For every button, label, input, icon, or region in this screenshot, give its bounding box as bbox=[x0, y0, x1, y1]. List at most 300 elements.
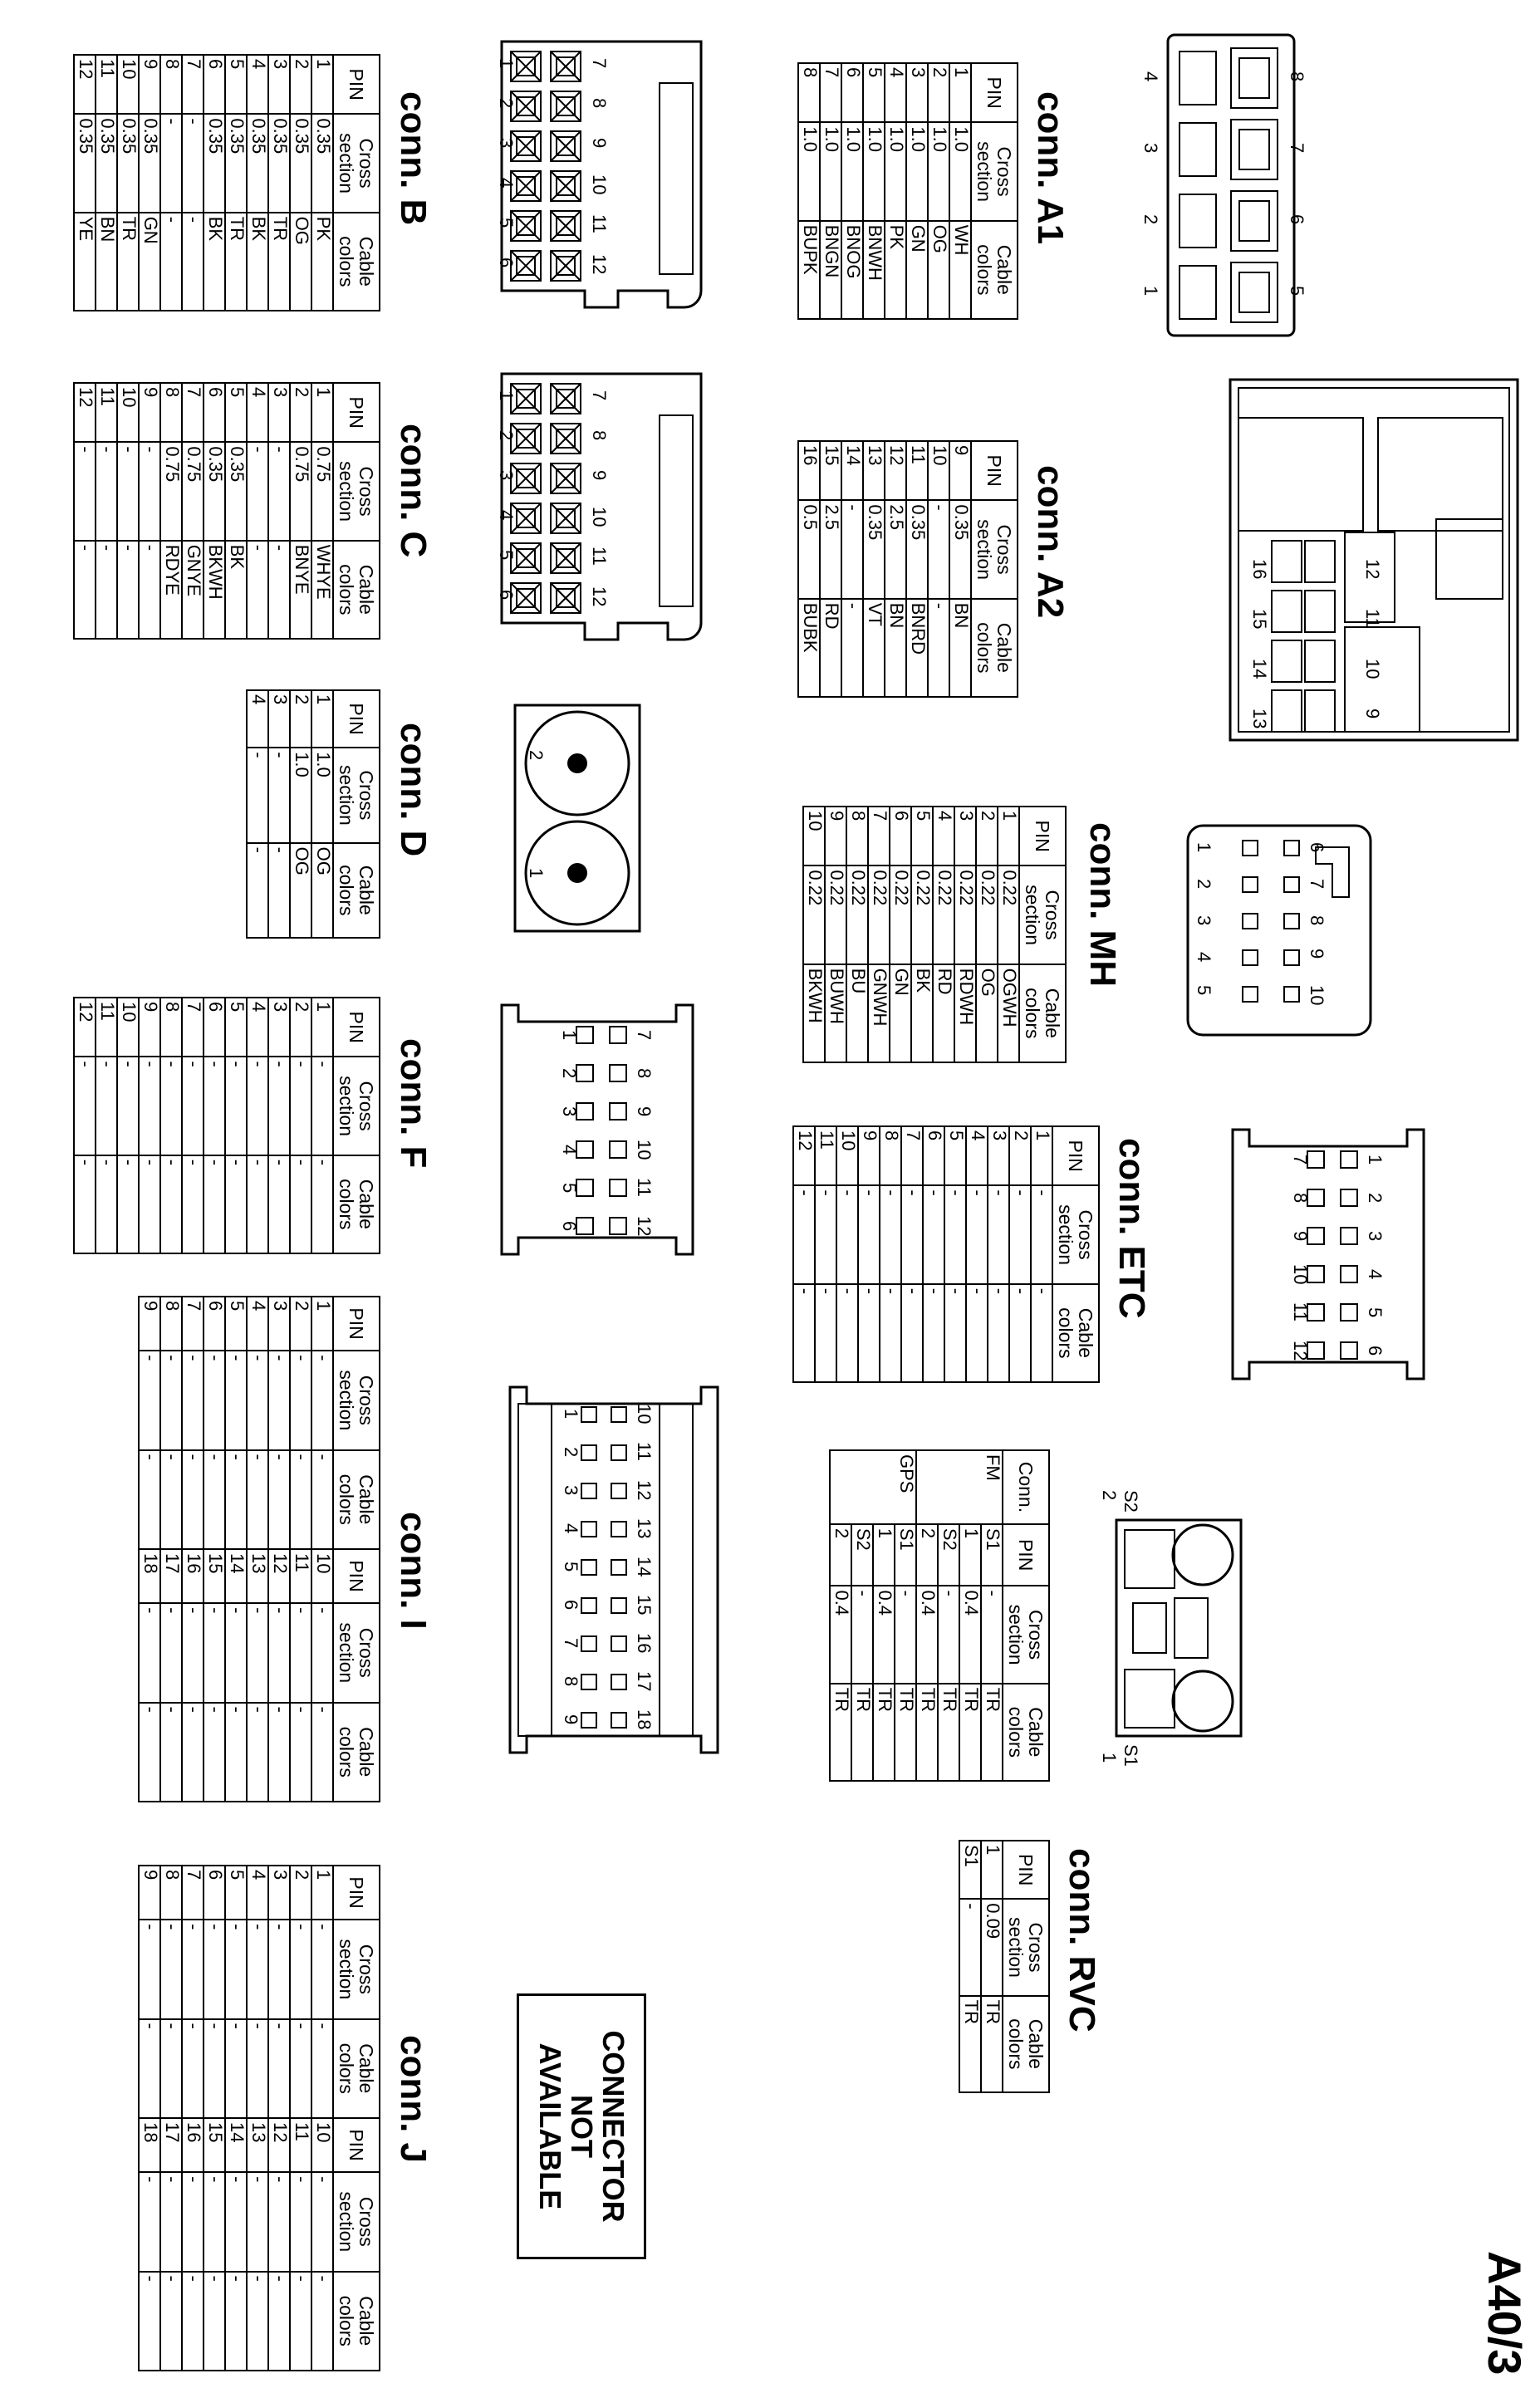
table-row bbox=[247, 1297, 268, 1802]
table-cell: - bbox=[117, 1155, 139, 1253]
d-pin-2: 2 bbox=[526, 750, 547, 761]
table-row bbox=[798, 441, 820, 697]
table-row bbox=[981, 1841, 1003, 2092]
mh-pin-4: 4 bbox=[1194, 952, 1214, 963]
table-cell: 3 bbox=[954, 807, 976, 866]
table-cell: 7 bbox=[182, 55, 204, 114]
table-row bbox=[160, 998, 182, 1253]
table-cell: - bbox=[204, 2019, 225, 2118]
table-cell: WH bbox=[949, 221, 971, 319]
antenna-connector-drawing bbox=[1100, 1478, 1258, 1778]
conn-mh-title: conn. MH bbox=[1082, 822, 1123, 987]
conn-mh-table bbox=[802, 806, 1067, 1063]
conn-i-pin-labels bbox=[493, 1379, 743, 1761]
table-cell: TR bbox=[895, 1684, 916, 1781]
conn-f-connector-drawing bbox=[485, 997, 709, 1263]
table-cell: - bbox=[204, 2172, 225, 2271]
table-cell: 0.35 bbox=[290, 114, 311, 212]
mh-pin-6: 6 bbox=[1307, 842, 1327, 853]
etc-pin-8: 8 bbox=[1290, 1193, 1311, 1204]
c-pin-4: 4 bbox=[496, 510, 517, 521]
table-row bbox=[846, 807, 868, 1062]
conn-rvc-table bbox=[959, 1840, 1050, 2093]
table-cell: - bbox=[247, 442, 268, 540]
table-row bbox=[885, 63, 906, 319]
table-cell: - bbox=[182, 2272, 204, 2371]
conn-b-table bbox=[73, 54, 380, 311]
cross-section-header: Cross section bbox=[333, 748, 380, 842]
b-pin-8: 8 bbox=[589, 98, 610, 109]
table-cell: - bbox=[247, 2172, 268, 2271]
table-cell: 17 bbox=[160, 1549, 182, 1603]
table-cell: - bbox=[225, 1920, 247, 2018]
table-cell: 0.09 bbox=[981, 1899, 1003, 1995]
table-cell: - bbox=[139, 2172, 160, 2271]
antenna-connector-table bbox=[829, 1449, 1050, 1782]
table-cell: 0.35 bbox=[74, 114, 96, 212]
a2-pin-12: 12 bbox=[1362, 559, 1383, 580]
a40-connector-drawing bbox=[1116, 33, 1307, 341]
pin-header-2: PIN bbox=[333, 1549, 380, 1603]
table-cell: - bbox=[139, 1155, 160, 1253]
pin-header: PIN bbox=[1052, 1126, 1099, 1185]
table-cell: - bbox=[311, 2272, 333, 2371]
etc-pin-5: 5 bbox=[1365, 1307, 1386, 1318]
b-pin-9: 9 bbox=[589, 138, 610, 149]
conn-d-title: conn. D bbox=[393, 723, 434, 857]
table-cell: - bbox=[268, 2172, 290, 2271]
table-cell: TR bbox=[225, 213, 247, 311]
i-pin-1: 1 bbox=[561, 1409, 581, 1420]
table-cell: - bbox=[247, 2272, 268, 2371]
table-cell: - bbox=[981, 1586, 1003, 1683]
antenna-group-cell: GPS bbox=[830, 1450, 916, 1524]
table-cell: RDYE bbox=[160, 541, 182, 639]
etc-pin-socket bbox=[1341, 1151, 1357, 1168]
mh-pin-socket bbox=[1243, 841, 1258, 856]
table-row bbox=[74, 998, 96, 1253]
table-cell: - bbox=[139, 442, 160, 540]
table-cell: - bbox=[268, 843, 290, 938]
table-cell: - bbox=[247, 1057, 268, 1155]
table-cell: - bbox=[928, 599, 949, 697]
table-cell: - bbox=[966, 1185, 988, 1283]
table-cell: 11 bbox=[96, 55, 117, 114]
table-row bbox=[117, 383, 139, 639]
table-cell: TR bbox=[959, 1996, 981, 2092]
table-row bbox=[880, 1126, 901, 1382]
pin-header-2: PIN bbox=[333, 2118, 380, 2172]
table-cell: - bbox=[160, 2272, 182, 2371]
table-row bbox=[798, 63, 820, 319]
table-cell: 0.4 bbox=[830, 1586, 851, 1683]
table-cell: BUBK bbox=[798, 599, 820, 697]
mh-pin-5: 5 bbox=[1194, 985, 1214, 996]
antenna-label-s2: S2 bbox=[1121, 1490, 1141, 1513]
b-pin-6: 6 bbox=[496, 257, 517, 268]
table-row bbox=[160, 55, 182, 311]
table-cell: 5 bbox=[944, 1126, 966, 1185]
table-cell: 1 bbox=[311, 690, 333, 748]
table-cell: - bbox=[851, 1586, 873, 1683]
table-cell: - bbox=[247, 843, 268, 938]
a2-pin-14: 14 bbox=[1249, 659, 1270, 679]
table-cell: GN bbox=[906, 221, 928, 319]
table-cell: 8 bbox=[160, 998, 182, 1057]
table-cell: 16 bbox=[182, 2118, 204, 2172]
table-cell: GN bbox=[139, 213, 160, 311]
conn-i-table bbox=[138, 1296, 380, 1802]
table-cell: 6 bbox=[923, 1126, 944, 1185]
table-cell: - bbox=[160, 213, 182, 311]
table-cell: - bbox=[117, 442, 139, 540]
f-pin-2: 2 bbox=[559, 1068, 580, 1079]
a40-pin-1: 1 bbox=[1140, 286, 1161, 297]
table-cell: 0.35 bbox=[268, 114, 290, 212]
table-cell: 15 bbox=[204, 1549, 225, 1603]
table-cell: 12 bbox=[793, 1126, 815, 1185]
table-row bbox=[247, 690, 268, 938]
table-row bbox=[911, 807, 933, 1062]
etc-pin-11: 11 bbox=[1290, 1302, 1311, 1322]
table-cell: 10 bbox=[117, 998, 139, 1057]
table-row bbox=[204, 383, 225, 639]
table-cell: 10 bbox=[803, 807, 825, 866]
table-cell: 0.35 bbox=[863, 500, 885, 598]
b-pin-3: 3 bbox=[496, 138, 517, 149]
table-cell: 4 bbox=[247, 690, 268, 748]
c-pin-7: 7 bbox=[589, 390, 610, 401]
table-cell: 2 bbox=[1009, 1126, 1031, 1185]
table-cell: BNYE bbox=[290, 541, 311, 639]
table-cell: 1.0 bbox=[311, 748, 333, 842]
antenna-label-s1: S1 bbox=[1121, 1744, 1141, 1767]
table-cell: - bbox=[290, 1703, 311, 1802]
d-pin-1: 1 bbox=[526, 868, 547, 879]
f-pin-socket bbox=[610, 1179, 626, 1196]
table-cell: 12 bbox=[74, 55, 96, 114]
mh-pin-socket bbox=[1284, 987, 1299, 1002]
table-cell: - bbox=[96, 541, 117, 639]
table-cell: 0.35 bbox=[225, 114, 247, 212]
table-cell: 2 bbox=[290, 690, 311, 748]
mh-pin-10: 10 bbox=[1307, 985, 1327, 1006]
table-row bbox=[204, 1866, 225, 2371]
table-cell: TR bbox=[916, 1684, 938, 1781]
cross-section-header: Cross section bbox=[1019, 866, 1066, 964]
table-cell: 0.4 bbox=[873, 1586, 895, 1683]
i-pin-13: 13 bbox=[634, 1518, 655, 1539]
table-cell: - bbox=[841, 599, 863, 697]
table-row bbox=[836, 1126, 858, 1382]
table-cell: - bbox=[944, 1185, 966, 1283]
table-cell: 15 bbox=[820, 441, 841, 500]
table-cell: - bbox=[923, 1284, 944, 1382]
etc-pin-3: 3 bbox=[1365, 1231, 1386, 1242]
table-cell: BNRD bbox=[906, 599, 928, 697]
table-row bbox=[928, 441, 949, 697]
table-cell: 0.4 bbox=[959, 1586, 981, 1683]
table-cell: 4 bbox=[247, 1866, 268, 1920]
table-cell: 0.22 bbox=[868, 866, 890, 964]
table-cell: - bbox=[290, 1351, 311, 1449]
pin-header: PIN bbox=[1003, 1841, 1049, 1899]
table-cell: 1.0 bbox=[841, 122, 863, 220]
table-cell: - bbox=[268, 2019, 290, 2118]
table-cell: BUPK bbox=[798, 221, 820, 319]
a2-pin-11: 11 bbox=[1362, 609, 1383, 628]
table-cell: - bbox=[247, 748, 268, 842]
table-cell: 1.0 bbox=[863, 122, 885, 220]
table-cell: - bbox=[311, 1057, 333, 1155]
table-cell: 0.35 bbox=[225, 442, 247, 540]
table-cell: - bbox=[858, 1284, 880, 1382]
table-cell: OG bbox=[311, 843, 333, 938]
table-cell: - bbox=[247, 1450, 268, 1549]
table-row bbox=[182, 998, 204, 1253]
a2-pin-15: 15 bbox=[1249, 609, 1270, 630]
table-row bbox=[1009, 1126, 1031, 1382]
table-row bbox=[247, 998, 268, 1253]
etc-pin-4: 4 bbox=[1365, 1269, 1386, 1280]
table-row bbox=[160, 383, 182, 639]
table-cell: 3 bbox=[268, 383, 290, 442]
b-pin-11: 11 bbox=[589, 214, 610, 233]
table-cell: 1 bbox=[873, 1524, 895, 1586]
table-cell: - bbox=[225, 1703, 247, 1802]
cross-section-header: Cross section bbox=[333, 1920, 380, 2018]
conn-a1-table bbox=[797, 62, 1018, 320]
conn-f-table bbox=[73, 997, 380, 1254]
table-cell: - bbox=[96, 1057, 117, 1155]
table-cell: TR bbox=[268, 213, 290, 311]
table-cell: - bbox=[959, 1899, 981, 1995]
table-cell: - bbox=[923, 1185, 944, 1283]
table-cell: 9 bbox=[139, 1297, 160, 1351]
table-cell: 5 bbox=[225, 55, 247, 114]
table-cell: - bbox=[96, 442, 117, 540]
table-cell: 6 bbox=[204, 1297, 225, 1351]
table-cell: 3 bbox=[268, 1297, 290, 1351]
etc-pin-1: 1 bbox=[1365, 1155, 1386, 1165]
table-row bbox=[890, 807, 911, 1062]
table-cell: - bbox=[928, 500, 949, 598]
mh-pin-socket bbox=[1243, 877, 1258, 892]
table-cell: - bbox=[182, 1450, 204, 1549]
i-pin-15: 15 bbox=[634, 1595, 655, 1616]
table-cell: 0.5 bbox=[798, 500, 820, 598]
table-cell: RD bbox=[820, 599, 841, 697]
table-cell: BKWH bbox=[204, 541, 225, 639]
table-cell: 0.35 bbox=[139, 114, 160, 212]
table-cell: 8 bbox=[160, 383, 182, 442]
table-cell: - bbox=[793, 1284, 815, 1382]
table-cell: - bbox=[880, 1185, 901, 1283]
cable-colors-header: Cable colors bbox=[1003, 1996, 1049, 2092]
mh-pin-socket bbox=[1284, 914, 1299, 929]
table-cell: - bbox=[1009, 1284, 1031, 1382]
table-cell: OGWH bbox=[998, 964, 1019, 1062]
cable-colors-header-2: Cable colors bbox=[333, 2272, 380, 2371]
table-cell: 9 bbox=[139, 383, 160, 442]
etc-pin-socket bbox=[1341, 1342, 1357, 1359]
table-cell: TR bbox=[117, 213, 139, 311]
table-cell: - bbox=[204, 1450, 225, 1549]
table-row bbox=[225, 55, 247, 311]
mh-connector-drawing bbox=[1175, 822, 1374, 1038]
table-row bbox=[247, 55, 268, 311]
table-cell: - bbox=[290, 2172, 311, 2271]
table-cell: - bbox=[204, 2272, 225, 2371]
table-row bbox=[204, 998, 225, 1253]
pin-header: PIN bbox=[1003, 1524, 1049, 1586]
table-cell: 18 bbox=[139, 1549, 160, 1603]
cross-section-header: Cross section bbox=[1003, 1899, 1049, 1995]
cable-colors-header-2: Cable colors bbox=[333, 1703, 380, 1802]
table-cell: 3 bbox=[988, 1126, 1009, 1185]
table-cell: 13 bbox=[247, 2118, 268, 2172]
table-cell: TR bbox=[851, 1684, 873, 1781]
table-cell: - bbox=[311, 1450, 333, 1549]
table-cell: S2 bbox=[938, 1524, 959, 1586]
table-cell: - bbox=[139, 541, 160, 639]
table-cell: BNGN bbox=[820, 221, 841, 319]
f-pin-6: 6 bbox=[559, 1221, 580, 1232]
table-row bbox=[290, 690, 311, 938]
table-row bbox=[820, 441, 841, 697]
cross-section-header-2: Cross section bbox=[333, 2172, 380, 2271]
table-cell: 7 bbox=[182, 1866, 204, 1920]
cross-section-header: Cross section bbox=[1052, 1185, 1099, 1283]
conn-j-table bbox=[138, 1865, 380, 2371]
f-pin-3: 3 bbox=[559, 1106, 580, 1117]
cable-colors-header: Cable colors bbox=[1003, 1684, 1049, 1781]
table-cell: 4 bbox=[247, 1297, 268, 1351]
table-cell: - bbox=[247, 1920, 268, 2018]
table-cell: 15 bbox=[204, 2118, 225, 2172]
table-cell: - bbox=[182, 1155, 204, 1253]
c-pin-12: 12 bbox=[589, 586, 610, 607]
cross-section-header: Cross section bbox=[971, 500, 1018, 598]
table-cell: 7 bbox=[868, 807, 890, 866]
table-cell: BK bbox=[247, 213, 268, 311]
cross-section-header: Cross section bbox=[971, 122, 1018, 220]
table-cell: - bbox=[160, 1155, 182, 1253]
pin-header: PIN bbox=[333, 690, 380, 748]
mh-pin-socket bbox=[1284, 841, 1299, 856]
a2-pin-13: 13 bbox=[1249, 709, 1270, 729]
table-cell: PK bbox=[885, 221, 906, 319]
table-cell: 1 bbox=[311, 383, 333, 442]
cable-colors-header: Cable colors bbox=[971, 221, 1018, 319]
table-cell: S1 bbox=[895, 1524, 916, 1586]
table-cell: 2 bbox=[290, 998, 311, 1057]
table-row bbox=[311, 1297, 333, 1802]
page-title: A40/3 bbox=[1479, 2251, 1531, 2376]
conn-a2-title: conn. A2 bbox=[1030, 465, 1071, 619]
mh-pin-8: 8 bbox=[1307, 915, 1327, 926]
conn-header: Conn. bbox=[1003, 1450, 1049, 1524]
b-pin-7: 7 bbox=[589, 58, 610, 69]
table-row bbox=[96, 998, 117, 1253]
table-row bbox=[885, 441, 906, 697]
table-cell: 1 bbox=[311, 1297, 333, 1351]
table-cell: - bbox=[311, 1920, 333, 2018]
table-cell: - bbox=[182, 1351, 204, 1449]
table-cell: 10 bbox=[311, 1549, 333, 1603]
c-pin-8: 8 bbox=[589, 430, 610, 441]
table-row bbox=[290, 1297, 311, 1802]
conn-d-table bbox=[246, 689, 380, 939]
table-cell: - bbox=[268, 1603, 290, 1702]
table-row bbox=[825, 807, 846, 1062]
table-cell: 1 bbox=[959, 1524, 981, 1586]
table-row bbox=[949, 63, 971, 319]
f-pin-8: 8 bbox=[634, 1068, 655, 1079]
table-cell: - bbox=[311, 1351, 333, 1449]
etc-pin-socket bbox=[1341, 1304, 1357, 1321]
pin-header: PIN bbox=[1019, 807, 1066, 866]
table-cell: - bbox=[966, 1284, 988, 1382]
table-cell: RDWH bbox=[954, 964, 976, 1062]
table-cell: 0.35 bbox=[117, 114, 139, 212]
table-cell: 12 bbox=[268, 2118, 290, 2172]
i-pin-8: 8 bbox=[561, 1676, 581, 1687]
a2-pin-16: 16 bbox=[1249, 559, 1270, 580]
conn-c-table bbox=[73, 382, 380, 640]
table-cell: 4 bbox=[247, 55, 268, 114]
etc-pin-12: 12 bbox=[1290, 1341, 1311, 1361]
table-cell: 4 bbox=[247, 383, 268, 442]
table-cell: TR bbox=[938, 1684, 959, 1781]
table-cell: - bbox=[268, 1920, 290, 2018]
table-cell: - bbox=[117, 541, 139, 639]
table-cell: - bbox=[268, 1450, 290, 1549]
f-pin-5: 5 bbox=[559, 1183, 580, 1194]
b-pin-4: 4 bbox=[496, 178, 517, 189]
conn-c-title: conn. C bbox=[393, 424, 434, 558]
table-cell: 11 bbox=[290, 2118, 311, 2172]
table-cell: S1 bbox=[959, 1841, 981, 1899]
table-cell: - bbox=[225, 1155, 247, 1253]
table-row bbox=[290, 998, 311, 1253]
table-cell: - bbox=[139, 1703, 160, 1802]
table-row bbox=[247, 1866, 268, 2371]
table-cell: - bbox=[182, 114, 204, 212]
table-cell: - bbox=[290, 1450, 311, 1549]
table-cell: 0.35 bbox=[204, 442, 225, 540]
etc-pin-2: 2 bbox=[1365, 1193, 1386, 1204]
table-cell: 5 bbox=[911, 807, 933, 866]
cross-section-header-2: Cross section bbox=[333, 1603, 380, 1702]
table-cell: 1.0 bbox=[885, 122, 906, 220]
b-pin-10: 10 bbox=[589, 174, 610, 195]
table-cell: 0.4 bbox=[916, 1586, 938, 1683]
cross-section-header: Cross section bbox=[333, 442, 380, 540]
table-cell: 0.75 bbox=[160, 442, 182, 540]
table-cell: 5 bbox=[225, 998, 247, 1057]
a40-pin-8: 8 bbox=[1287, 71, 1307, 82]
table-cell: - bbox=[139, 2272, 160, 2371]
conn-d-connector-drawing bbox=[502, 702, 643, 934]
f-pin-7: 7 bbox=[634, 1030, 655, 1041]
table-cell: BNOG bbox=[841, 221, 863, 319]
table-cell: 6 bbox=[204, 1866, 225, 1920]
mh-pin-2: 2 bbox=[1194, 879, 1214, 890]
table-cell: 8 bbox=[160, 1297, 182, 1351]
table-cell: - bbox=[901, 1284, 923, 1382]
table-cell: GN bbox=[890, 964, 911, 1062]
